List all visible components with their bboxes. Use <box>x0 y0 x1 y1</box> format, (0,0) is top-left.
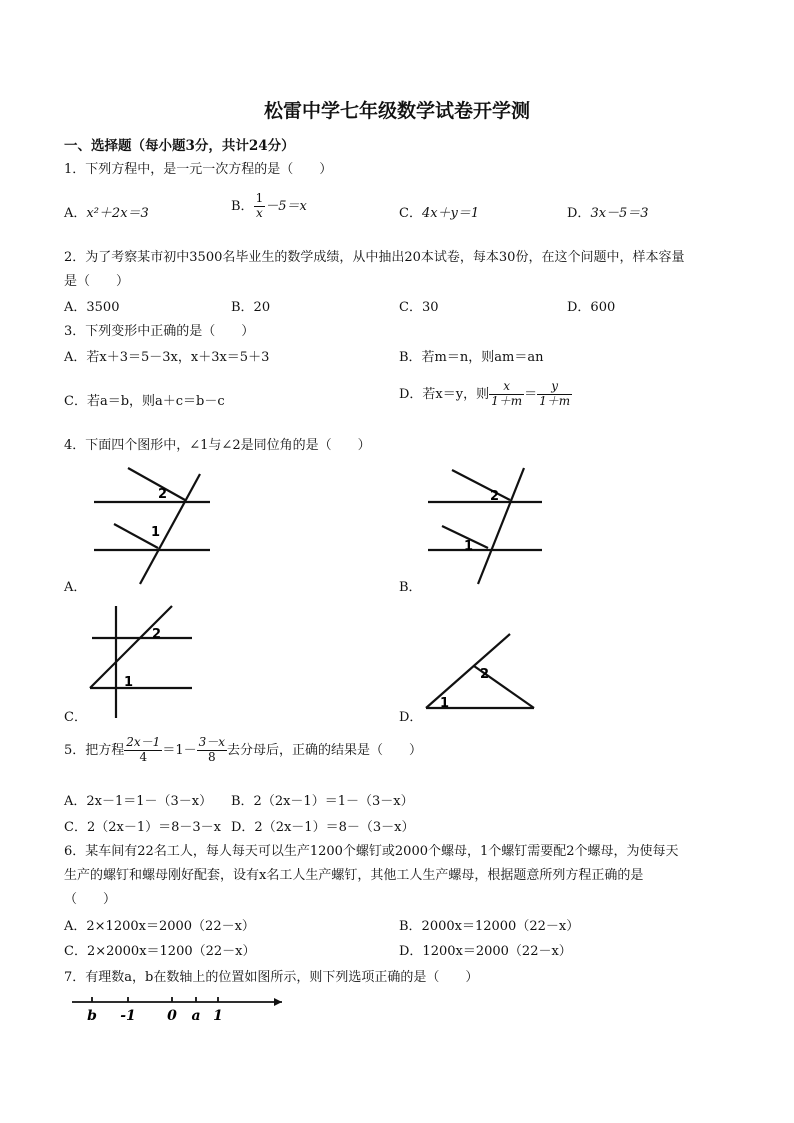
q5-fraction-1 <box>124 736 162 765</box>
question-6-stem-line3: （ ） <box>64 892 117 907</box>
figure-d-angle-2: 2 <box>480 667 490 682</box>
figure-b-angle-2: 2 <box>490 489 500 504</box>
figure-a <box>88 462 218 586</box>
q5-middle: ＝1－ <box>162 742 197 758</box>
q5-prefix: 5．把方程 <box>64 742 125 758</box>
q3-d-denominator-1: 1＋m <box>491 393 523 408</box>
q6-option-c: C．2×2000x＝1200（22－x） <box>64 944 256 959</box>
q5-denominator-1: 4 <box>139 749 148 764</box>
q5-option-c: C．2（2x－1）＝8－3－x <box>64 820 221 835</box>
q3-option-c: C．若a＝b，则a＋c＝b－c <box>64 394 225 409</box>
q1-option-a-label: A． <box>64 206 87 221</box>
q3-d-numerator-2: y <box>537 380 572 395</box>
figure-c-angle-1: 1 <box>124 675 134 690</box>
question-1-stem: 1．下列方程中，是一元一次方程的是（ ） <box>64 162 333 177</box>
q5-suffix: 去分母后，正确的结果是（ ） <box>227 742 423 758</box>
q5-option-a: A．2x－1＝1－（3－x） <box>64 794 213 809</box>
figure-d-angle-1: 1 <box>440 696 450 711</box>
figure-d <box>424 628 540 716</box>
figure-a-label: A． <box>64 580 87 595</box>
q1-option-c <box>399 202 479 221</box>
q1-option-d <box>567 202 649 221</box>
q3-option-d <box>399 380 572 409</box>
figure-b <box>424 462 548 586</box>
q3-d-denominator-2: 1＋m <box>539 393 571 408</box>
q1-option-d-label: D． <box>567 206 591 221</box>
number-line-label-0: 0 <box>167 1008 177 1024</box>
figure-c-label: C． <box>64 710 87 725</box>
q5-fraction-2 <box>197 736 227 765</box>
figure-c <box>86 602 196 720</box>
q3-d-prefix: D．若x＝y，则 <box>399 386 490 402</box>
figure-b-label: B． <box>399 580 422 595</box>
q1-option-b <box>231 192 307 221</box>
q1-option-a-text: x²＋2x＝3 <box>86 206 149 221</box>
number-line-arrow <box>274 998 282 1006</box>
q3-option-b: B．若m＝n，则am＝an <box>399 350 544 365</box>
number-line <box>68 992 288 1026</box>
q1-option-c-text: 4x＋y＝1 <box>421 206 480 221</box>
figure-a-angle-1: 1 <box>151 525 161 540</box>
figure-b-angle-1: 1 <box>464 539 474 554</box>
question-5-stem <box>64 736 422 765</box>
q1-b-rest: －5＝x <box>265 198 307 214</box>
q6-option-b: B．2000x＝12000（22－x） <box>399 919 580 934</box>
question-3-stem: 3．下列变形中正确的是（ ） <box>64 324 255 339</box>
q3-d-fraction-2 <box>537 380 572 409</box>
section-heading: 一、选择题（每小题3分，共计24分） <box>64 138 295 154</box>
q2-option-d: D．600 <box>567 300 616 315</box>
question-2-stem-line2: 是（ ） <box>64 274 130 289</box>
q3-d-equals: ＝ <box>524 386 538 402</box>
question-4-stem: 4．下面四个图形中，∠1与∠2是同位角的是（ ） <box>64 438 371 453</box>
q2-option-c: C．30 <box>399 300 439 315</box>
page-title: 松雷中学七年级数学试卷开学测 <box>263 100 530 122</box>
q1-option-c-label: C． <box>399 206 422 221</box>
q1-b-denominator: x <box>255 205 263 220</box>
q1-option-a <box>64 202 149 221</box>
number-line-label-b: b <box>87 1008 97 1024</box>
number-line-label-1: 1 <box>213 1008 223 1024</box>
figure-d-label: D． <box>399 710 423 725</box>
q1-option-b-label: B． <box>231 198 254 214</box>
q3-d-fraction-1 <box>489 380 524 409</box>
q3-d-numerator-1: x <box>489 380 524 395</box>
question-7-stem: 7．有理数a，b在数轴上的位置如图所示，则下列选项正确的是（ ） <box>64 970 479 985</box>
q1-b-fraction <box>254 192 266 221</box>
question-6-stem-line2: 生产的螺钉和螺母刚好配套，设有x名工人生产螺钉，其他工人生产螺母，根据题意所列方程正确的是 <box>64 868 644 883</box>
number-line-label-minus1: -1 <box>120 1008 136 1024</box>
question-6-stem-line1: 6．某车间有22名工人，每人每天可以生产1200个螺钉或2000个螺母，1个螺钉需要配2个螺母，为使每天 <box>64 844 679 859</box>
q6-option-a: A．2×1200x＝2000（22－x） <box>64 919 255 934</box>
q2-option-b: B．20 <box>231 300 271 315</box>
q3-option-a: A．若x＋3＝5－3x，x＋3x＝5＋3 <box>64 350 270 365</box>
q6-option-d: D．1200x＝2000（22－x） <box>399 944 572 959</box>
question-2-stem-line1: 2．为了考察某市初中3500名毕业生的数学成绩，从中抽出20本试卷，每本30份，在这个问题中，样本容量 <box>64 250 685 265</box>
q5-numerator-1: 2x－1 <box>126 735 161 749</box>
number-line-label-a: a <box>191 1008 201 1024</box>
figure-c-angle-2: 2 <box>152 627 162 642</box>
figure-a-angle-2: 2 <box>158 487 168 502</box>
q1-b-numerator: 1 <box>255 191 264 205</box>
q5-numerator-2: 3－x <box>198 735 226 749</box>
q1-option-d-text: 3x－5＝3 <box>590 206 649 221</box>
q5-option-b: B．2（2x－1）＝1－（3－x） <box>231 794 414 809</box>
q2-option-a: A．3500 <box>64 300 120 315</box>
q5-option-d: D．2（2x－1）＝8－（3－x） <box>231 820 415 835</box>
q5-denominator-2: 8 <box>207 749 216 764</box>
